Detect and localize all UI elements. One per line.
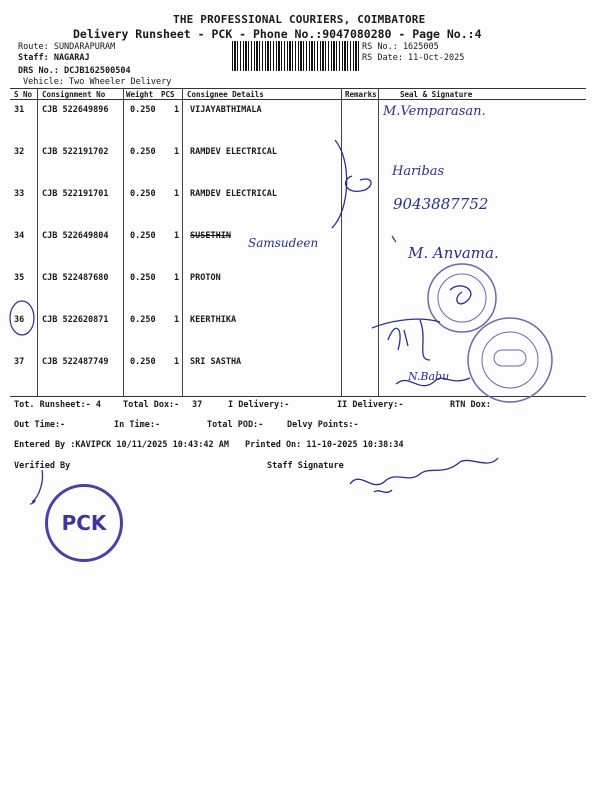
total-pod: Total POD:- (207, 420, 264, 430)
row-weight: 0.250 (130, 315, 156, 325)
pck-stamp: PCK (45, 484, 123, 562)
row-sno: 31 (14, 105, 25, 115)
row-consignment: CJB 522649896 (42, 105, 109, 115)
rs-number: RS No.: 1625005 (362, 42, 439, 52)
row-pcs: 1 (174, 147, 180, 157)
row-consignee: SRI SASTHA (190, 357, 242, 367)
route-label: Route: SUNDARAPURAM (18, 42, 116, 52)
staff-label: Staff: NAGARAJ (18, 53, 90, 63)
vehicle-label: Vehicle: Two Wheeler Delivery (23, 77, 172, 87)
in-time: In Time:- (114, 420, 161, 430)
col-seal-signature: Seal & Signature (400, 90, 473, 99)
row-sno: 34 (14, 231, 25, 241)
rtn-dox: RTN Dox: (450, 400, 491, 410)
tot-runsheet: Tot. Runsheet:- 4 (14, 400, 101, 410)
row-pcs: 1 (174, 189, 180, 199)
handwritten-signature: N.Babu (408, 370, 450, 383)
drs-number: DRS No.: DCJB162500504 (18, 66, 131, 76)
company-title: THE PROFESSIONAL COURIERS, COIMBATORE (173, 13, 426, 26)
row-weight: 0.250 (130, 273, 156, 283)
verified-by: Verified By (14, 461, 71, 471)
col-pcs: PCS (161, 90, 175, 99)
row-weight: 0.250 (130, 147, 156, 157)
i-delivery: I Delivery:- (228, 400, 290, 410)
row-pcs: 1 (174, 105, 180, 115)
row-consignment: CJB 522649804 (42, 231, 109, 241)
out-time: Out Time:- (14, 420, 66, 430)
row-pcs: 1 (174, 273, 180, 283)
row-weight: 0.250 (130, 189, 156, 199)
total-dox-label: Total Dox:- (123, 400, 180, 410)
total-dox-value: 37 (192, 400, 203, 410)
ii-delivery: II Delivery:- (337, 400, 404, 410)
printed-on: Printed On: 11-10-2025 10:38:34 (245, 440, 404, 450)
col-weight: Weight (126, 90, 154, 99)
row-pcs: 1 (174, 231, 180, 241)
row-consignment: CJB 522191702 (42, 147, 109, 157)
row-weight: 0.250 (130, 105, 156, 115)
row-consignment: CJB 522487749 (42, 357, 109, 367)
row-consignee: RAMDEV ELECTRICAL (190, 147, 277, 157)
row-consignee: PROTON (190, 273, 221, 283)
handwritten-signature: M.Vemparasan. (383, 104, 486, 119)
row-consignment: CJB 522487680 (42, 273, 109, 283)
row-weight: 0.250 (130, 231, 156, 241)
handwritten-signature: M. Anvama. (408, 244, 499, 262)
row-sno: 33 (14, 189, 25, 199)
row-pcs: 1 (174, 315, 180, 325)
row-consignment: CJB 522620871 (42, 315, 109, 325)
row-consignee: RAMDEV ELECTRICAL (190, 189, 277, 199)
col-consignee: Consignee Details (187, 90, 264, 99)
row-consignee: KEERTHIKA (190, 315, 237, 325)
staff-signature-label: Staff Signature (267, 461, 344, 471)
rs-date: RS Date: 11-Oct-2025 (362, 53, 465, 63)
row-consignee: VIJAYABTHIMALA (190, 105, 262, 115)
row-pcs: 1 (174, 357, 180, 367)
row-consignee: SUSETHIN (190, 231, 231, 241)
row-sno: 37 (14, 357, 25, 367)
col-remarks: Remarks (345, 90, 377, 99)
col-consignment: Consignment No (42, 90, 106, 99)
row-sno: 36 (14, 315, 25, 325)
col-sno: S No (14, 90, 33, 99)
handwritten-phone: 9043887752 (393, 195, 489, 213)
handwritten-signature: Samsudeen (248, 236, 319, 250)
runsheet-subtitle: Delivery Runsheet - PCK - Phone No.:9047080280 - Page No.:4 (73, 27, 482, 41)
entered-by: Entered By :KAVIPCK 10/11/2025 10:43:42 AM (14, 440, 229, 450)
row-weight: 0.250 (130, 357, 156, 367)
handwritten-signature: Haribas (392, 164, 445, 179)
delvy-points: Delvy Points:- (287, 420, 359, 430)
precision-seal-icon (468, 318, 552, 402)
row-sno: 32 (14, 147, 25, 157)
row-consignment: CJB 522191701 (42, 189, 109, 199)
row-sno: 35 (14, 273, 25, 283)
